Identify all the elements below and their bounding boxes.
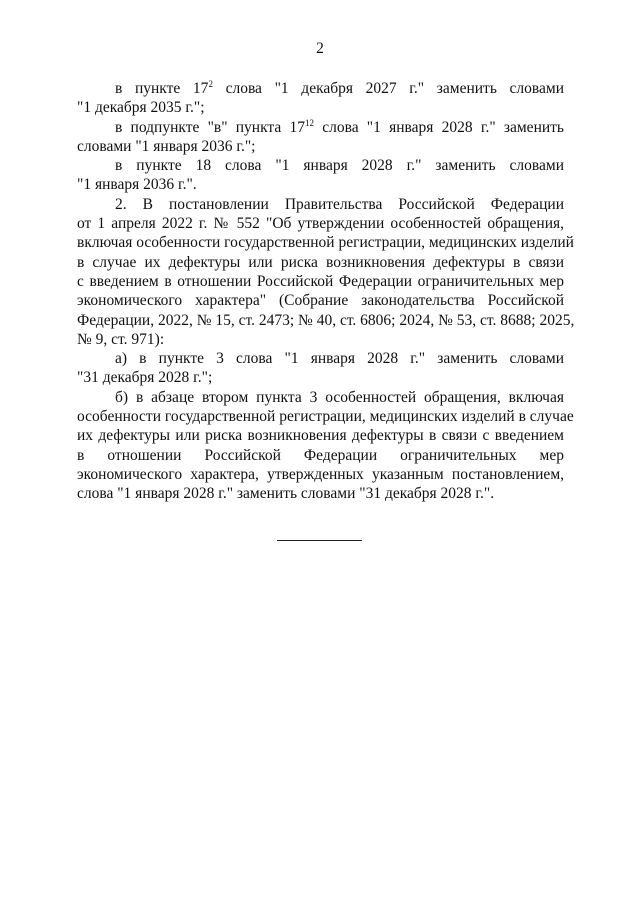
text-line: экономического характера" (Собрание законодательства Российской — [77, 292, 564, 310]
text-line: слова "1 января 2028 г." заменить словами "31 декабря 2028 г.". — [77, 485, 495, 503]
paragraph-subitem-b — [77, 388, 574, 504]
page-number: 2 — [316, 40, 324, 57]
text-line: б) в абзаце втором пункта 3 особенностей обращения, включая — [115, 388, 564, 406]
paragraph-subitem-a — [77, 349, 564, 388]
text-line: словами "1 января 2036 г."; — [77, 137, 256, 155]
text-line: № 9, ст. 971): — [77, 330, 165, 348]
text-line: "1 декабря 2035 г."; — [77, 99, 205, 117]
paragraph-item-17-12 — [77, 118, 564, 157]
paragraph-item-17-2 — [77, 79, 564, 118]
text-line: в отношении Российской Федерации ограничительных мер — [77, 446, 564, 464]
text-line: а) в пункте 3 слова "1 января 2028 г." заменить словами — [115, 350, 564, 368]
text-line: "1 января 2036 г.". — [77, 176, 197, 194]
text-line: особенности государственной регистрации, медицинских изделий в случае — [77, 408, 574, 426]
text-line: от 1 апреля 2022 г. № 552 "Об утверждении особенностей обращения, — [77, 215, 564, 233]
paragraph-item-18 — [77, 156, 564, 195]
text-line: с введением в отношении Российской Федерации ограничительных мер — [77, 272, 564, 290]
text-line: в случае их дефектуры или риска возникновения дефектуры в связи — [77, 253, 564, 271]
document-body — [77, 79, 575, 504]
text-line: 2. В постановлении Правительства Российской Федерации — [115, 195, 564, 213]
text-line: в пункте 18 слова "1 января 2028 г." заменить словами — [115, 157, 564, 175]
paragraph-section-2 — [77, 195, 575, 349]
end-of-document-rule — [277, 540, 362, 541]
text-line: экономического характера, утвержденных указанным постановлением, — [77, 465, 564, 483]
text-line: Федерации, 2022, № 15, ст. 2473; № 40, ст. 6806; 2024, № 53, ст. 8688; 2025, — [77, 311, 575, 329]
text-line: "31 декабря 2028 г."; — [77, 369, 213, 387]
text-line: в подпункте "в" пункта $17^{12}$ слова "1 января 2028 г." заменить — [115, 117, 564, 136]
text-line: в пункте $17^2$ слова "1 декабря 2027 г." заменить словами — [115, 79, 564, 97]
text-line: их дефектуры или риска возникновения дефектуры в связи с введением — [77, 427, 564, 445]
text-line: включая особенности государственной регистрации, медицинских изделий — [77, 234, 574, 252]
